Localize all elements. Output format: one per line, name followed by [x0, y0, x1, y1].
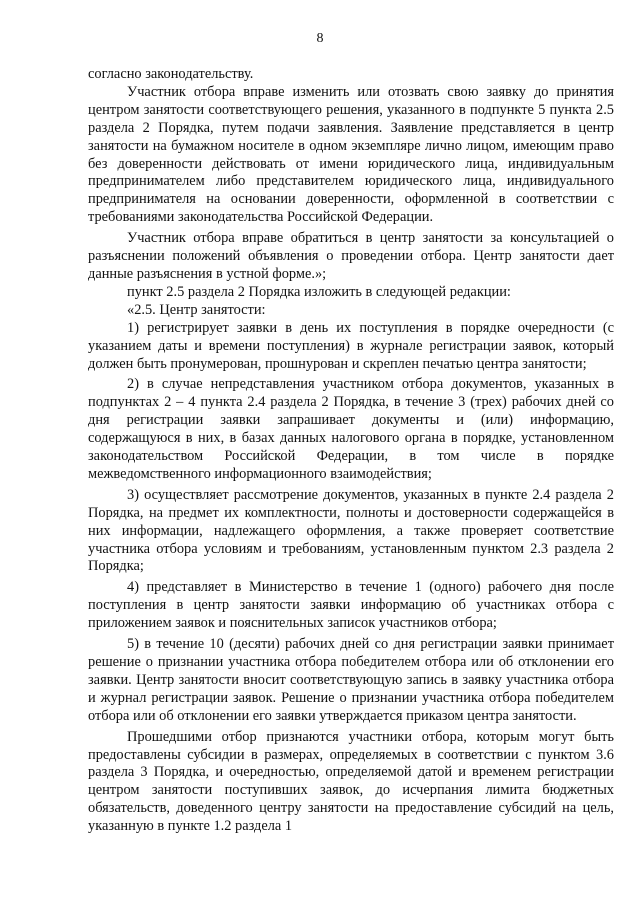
- paragraph-selection-result: Прошедшими отбор признаются участники отбора, которым могут быть предоставлены субсидии в размерах, определяемых в соответствии с пунктом 3.6 раздела 3 Порядка, и очередностью, определяемой датой и временем регистрации центром занятости поступивших заявок, до исчерпания лимита бюджетных обязательств, доведенного центру занятости на предоставление субсидий на цель, указанную в пункте 1.2 раздела 1: [88, 728, 614, 835]
- list-item-4: 4) представляет в Министерство в течение 1 (одного) рабочего дня после поступления в центр занятости заявки информацию об участниках отбора с приложением заявок и пояснительных записок участников отбора;: [88, 579, 614, 632]
- list-item-3: 3) осуществляет рассмотрение документов, указанных в пункте 2.4 раздела 2 Порядка, на предмет их комплектности, полноты и достоверности содержащейся в них информации, надлежащего оформления, а также проверяет соответствие участника отбора условиям и требованиям, установленным пунктом 2.3 раздела 2 Порядка;: [88, 486, 614, 575]
- list-item-5: 5) в течение 10 (десяти) рабочих дней со дня регистрации заявки принимает решение о признании участника отбора победителем отбора или об отклонении его заявки. Центр занятости вносит соответствующую запись в заявку участника отбора и журнал регистрации заявок. Решение о признании участника отбора победителем отбора или об отклонении его заявки утверждается приказом центра занятости.: [88, 636, 614, 724]
- paragraph-amendment-intro: пункт 2.5 раздела 2 Порядка изложить в следующей редакции:: [127, 283, 511, 300]
- list-item-1: 1) регистрирует заявки в день их поступления в порядке очередности (с указанием даты и времени поступления) в журнале регистрации заявок, который должен быть пронумерован, прошнурован и скреплен печатью центра занятости;: [88, 319, 614, 372]
- page-number: 8: [316, 31, 324, 46]
- paragraph-clause-heading: «2.5. Центр занятости:: [127, 301, 266, 318]
- paragraph-continuation: согласно законодательству.: [88, 66, 254, 82]
- list-item-2: 2) в случае непредставления участником отбора документов, указанных в подпунктах 2 – 4 пункта 2.4 раздела 2 Порядка, в течение 3 (трех) рабочих дней со дня регистрации заявки запрашивает документы и (или) информацию, содержащуюся в них, в базах данных налогового органа в порядке, установленном законодательством Российской Федерации, в том числе в порядке межведомственного информационного взаимодействия;: [88, 376, 614, 482]
- document-body: [88, 66, 614, 836]
- paragraph-consultation: Участник отбора вправе обратиться в центр занятости за консультацией о разъяснении положений объявления о проведении отбора. Центр занятости дает данные разъяснения в устной форме.»;: [88, 230, 614, 282]
- paragraph-withdraw-application: Участник отбора вправе изменить или отозвать свою заявку до принятия центром занятости соответствующего решения, указанного в подпункте 5 пункта 2.5 раздела 2 Порядка, путем подачи заявления. Заявление представляется в центр занятости на бумажном носителе в одном экземпляре лично лицом, имеющим право без доверенности действовать от имени юридического лица, индивидуальным предпринимателем либо представителем юридического лица, индивидуального предпринимателя на основании доверенности, оформленной в соответствии с требованиями законодательства Российской Федерации.: [88, 83, 614, 226]
